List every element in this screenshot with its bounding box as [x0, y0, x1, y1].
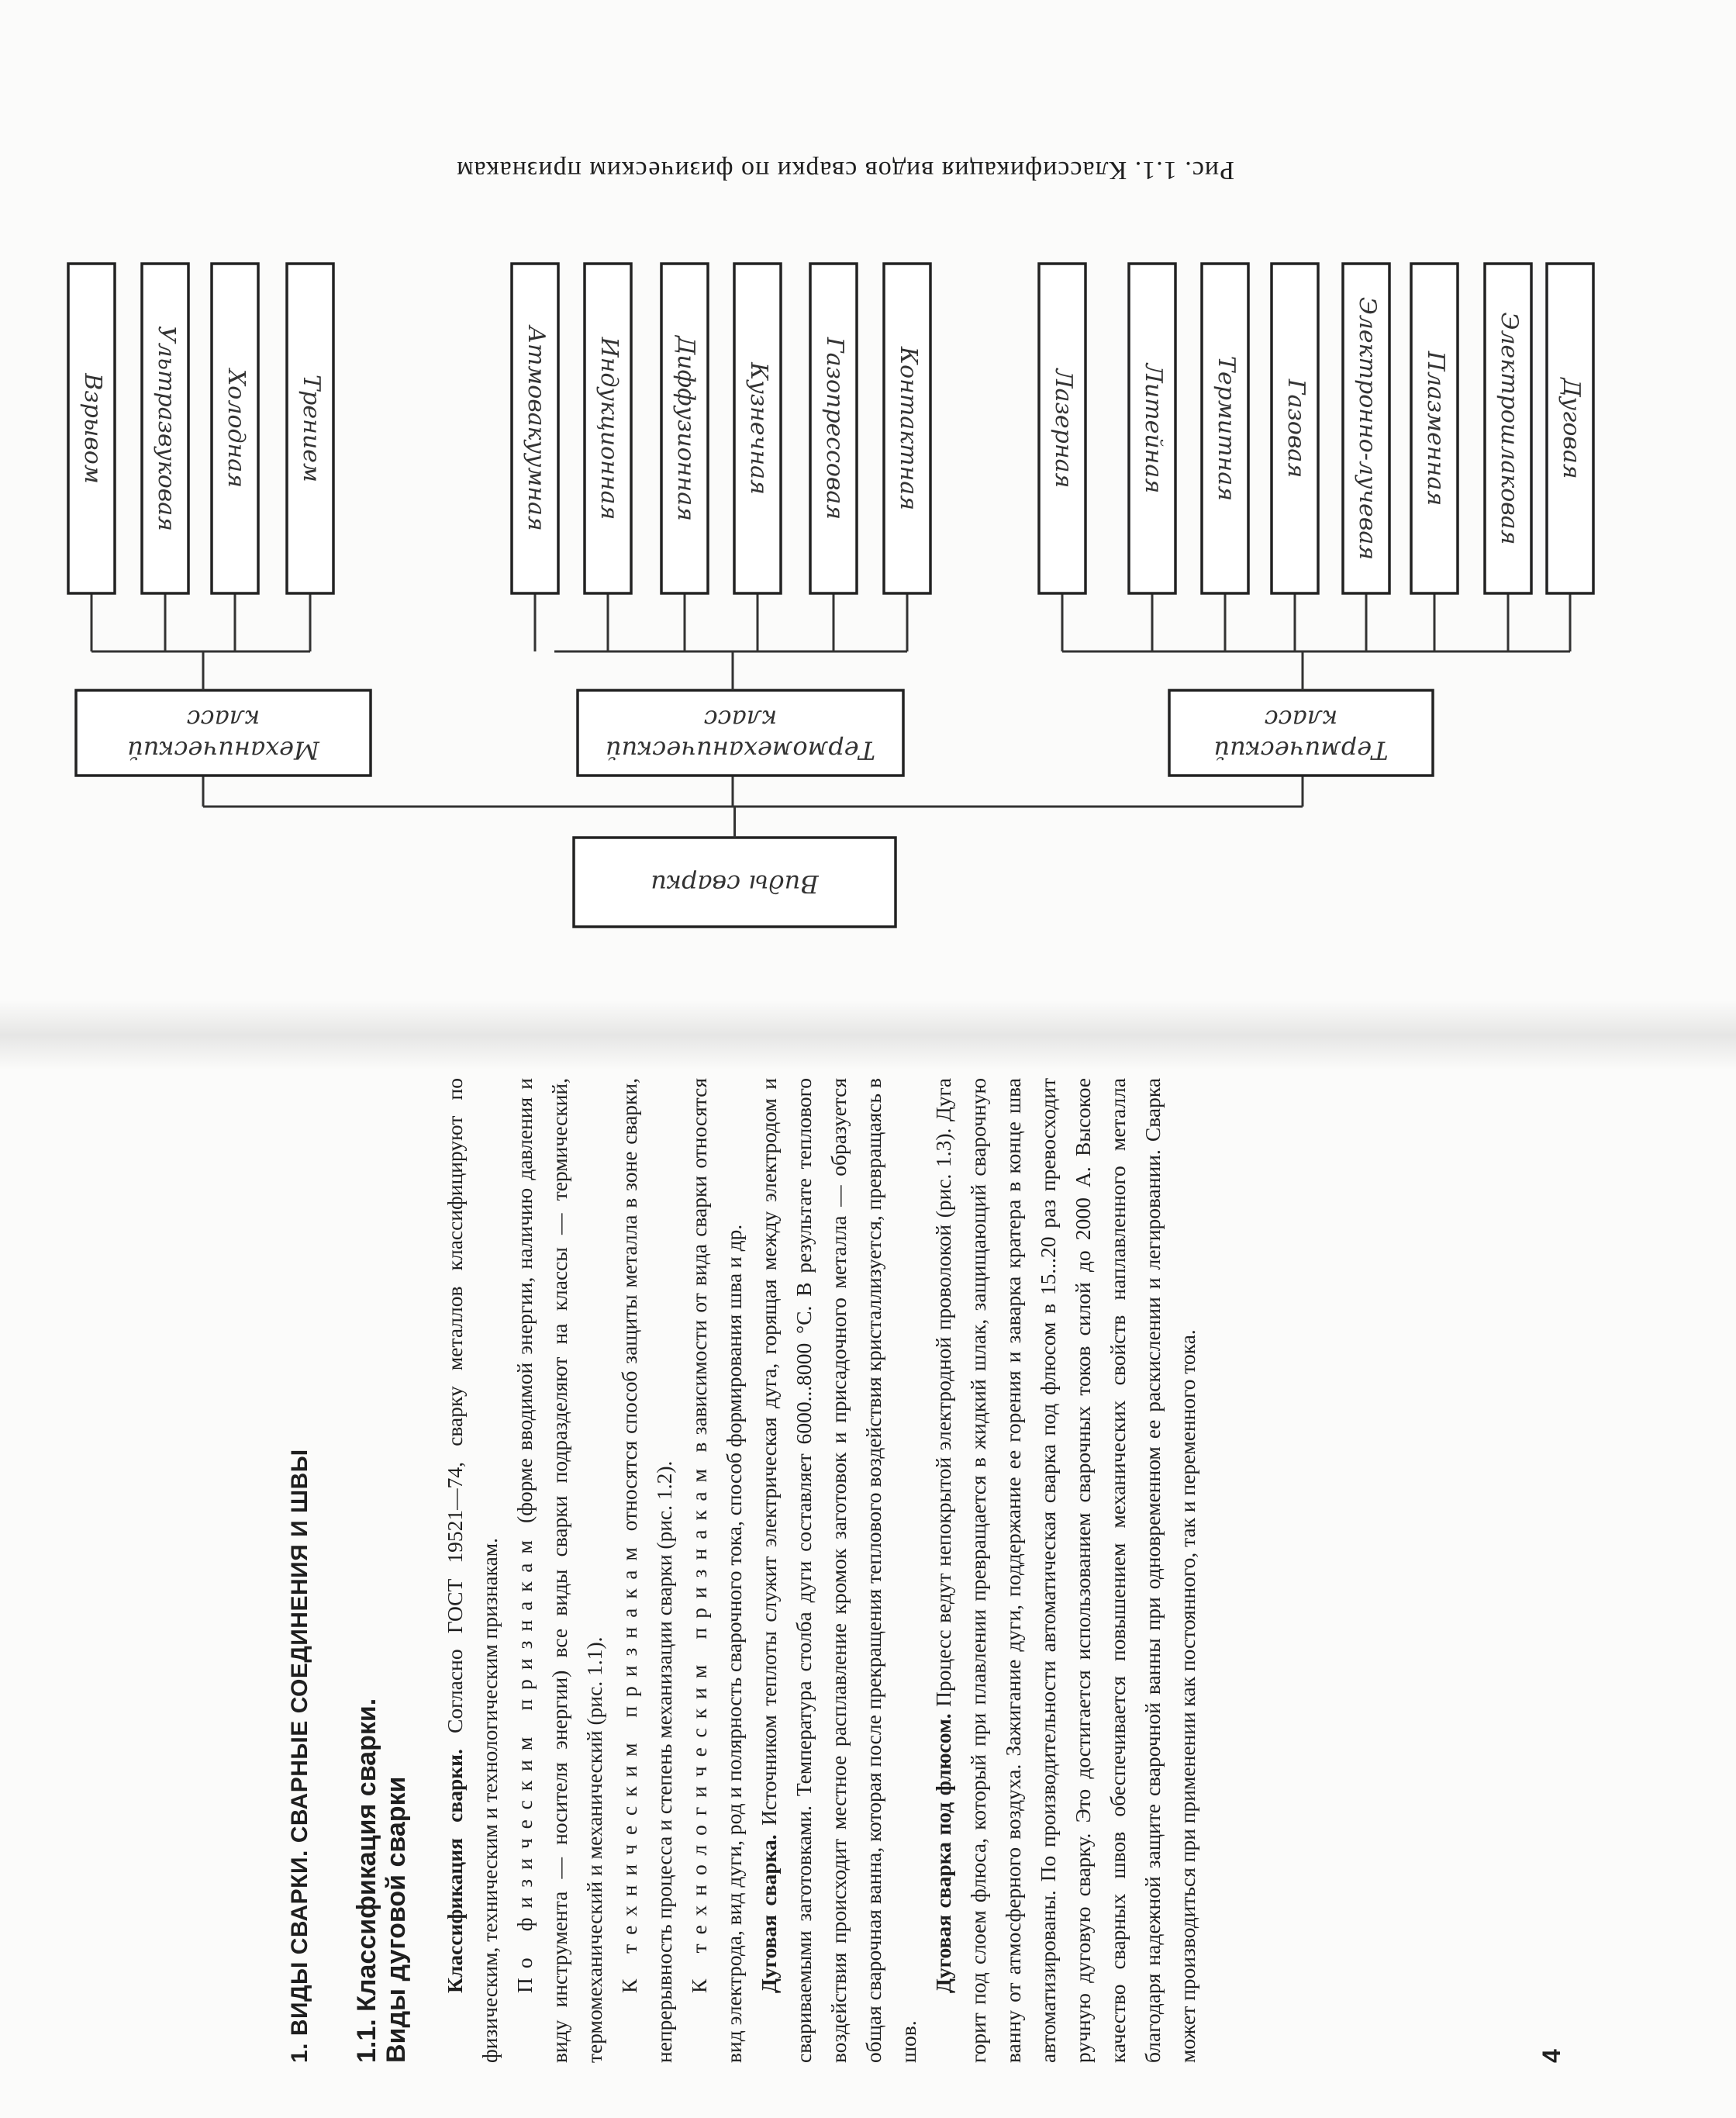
class-label-line-1: Термический [1213, 735, 1389, 765]
method-label: Газопрессовая [821, 337, 848, 520]
paragraph-physical [507, 1078, 612, 2063]
class-label-line-2: класс [186, 704, 261, 734]
figure-caption: Рис. 1.1. Классификация видов сварки по физическим признакам [456, 156, 1234, 185]
class-label-line-1: Термомеханический [606, 735, 875, 765]
paragraph-arc-welding [751, 1078, 926, 2063]
class-label-line-1: Механический [127, 735, 319, 765]
method-label: Плазменная [1422, 351, 1449, 506]
paragraph-technical [612, 1078, 682, 2063]
method-label: Термитная [1213, 355, 1240, 502]
method-label: Литейная [1140, 363, 1167, 494]
paragraph-text: в зависимости от вида сварки относятся вид электрода, вид дуги, род и полярность сварочного тока, способ формирования шва и др. [687, 1078, 746, 2063]
paragraph-lead: Классификация сварки. [443, 1749, 467, 1993]
method-label: Трением [298, 375, 325, 482]
paragraph-text: Источником теплоты служит электрическая дуга, горящая между электродом и свариваемыми заготовками. Температура столба дуги составляет 6000...8000 °С. В результате теплового воздействия происходит местное расплавление кромок заготовок и присадочного металла — образуется общая сварочная ванна, которая после прекращения теплового воздействия кристаллизуется, превращаясь в шов. [757, 1078, 920, 2063]
paragraph-technological [682, 1078, 751, 2063]
method-label: Электрошлаковая [1496, 312, 1523, 545]
method-label: Электронно-лучевая [1354, 296, 1381, 561]
chapter-title: 1. ВИДЫ СВАРКИ. СВАРНЫЕ СОЕДИНЕНИЯ И ШВЫ [287, 1449, 312, 2063]
paragraph-lead: По физическим признакам [513, 1531, 537, 1993]
paragraph-text: Процесс ведут непокрытой электродной проволокой (рис. 1.3). Дуга горит под слоем флюса, который при плавлении превращается в жидкий шлак, защищающий сварочную ванну от атмосферного воздуха. Зажигание дуги, поддержание ее горения и заварка кратера в конце шва автоматизированы. По производительности автоматическая сварка под флюсом в 15...20 раз превосходит ручную дуговую сварку. Это достигается использованием сварочных токов силой до 2000 А. Высокое качество сварных швов обеспечивается повышением механических свойств наплавленного металла благодаря надежной защите сварочной ванны при одновременном ее раскислении и легировании. Сварка может производиться при применении как постоянного, так и переменного тока. [931, 1078, 1199, 2063]
paragraph-lead: Дуговая сварка. [757, 1834, 781, 1993]
text-page [287, 1078, 1565, 2063]
paragraph-text: (форме вводимой энергии, наличию давления и виду инструмента — носителя энергии) все виды сварки подразделяют на классы — термический, термомеханический и механический (рис. 1.1). [513, 1078, 606, 2063]
method-label: Контактная [895, 346, 922, 511]
paragraph-classification [437, 1078, 507, 2063]
scan-shadow [0, 1000, 1736, 1070]
method-label: Кузнечная [745, 362, 772, 495]
paragraph-lead: Дуговая сварка под флюсом. [931, 1713, 955, 1993]
method-label: Индукционная [595, 337, 623, 520]
class-label-line-2: класс [1264, 704, 1338, 734]
section-title-line-1: 1.1. Классификация сварки. [352, 1698, 381, 2063]
paragraph-text: Согласно ГОСТ 19521—74, сварку металлов классифицируют по физическим, техническим и технологическим признакам. [443, 1078, 502, 2063]
paragraph-lead: К технологическим признакам [687, 1459, 711, 1993]
method-label: Взрывом [79, 373, 106, 484]
method-label: Холодная [223, 368, 250, 489]
method-label: Дуговая [1558, 378, 1585, 479]
class-label-line-2: класс [703, 704, 778, 734]
root-label: Виды сварки [651, 869, 819, 899]
method-label: Газовая [1282, 378, 1310, 479]
method-label: Ультразвуковая [153, 325, 180, 532]
diagram-svg [0, 0, 1736, 977]
section-title-line-2: Виды дуговой сварки [381, 1776, 411, 2063]
paragraph-submerged-arc [926, 1078, 1205, 2063]
section-title [352, 1078, 411, 2063]
paragraph-text: относятся способ защиты металла в зоне сварки, непрерывность процесса и степень механизации сварки (рис. 1.2). [617, 1078, 676, 2063]
method-label: Атмовакуумная [523, 326, 550, 531]
paragraph-lead: К техническим признакам [617, 1538, 641, 1993]
method-label: Лазерная [1050, 368, 1077, 489]
page-number: 4 [1538, 2049, 1565, 2063]
method-label: Диффузионная [672, 335, 699, 522]
classification-diagram [0, 0, 1736, 977]
